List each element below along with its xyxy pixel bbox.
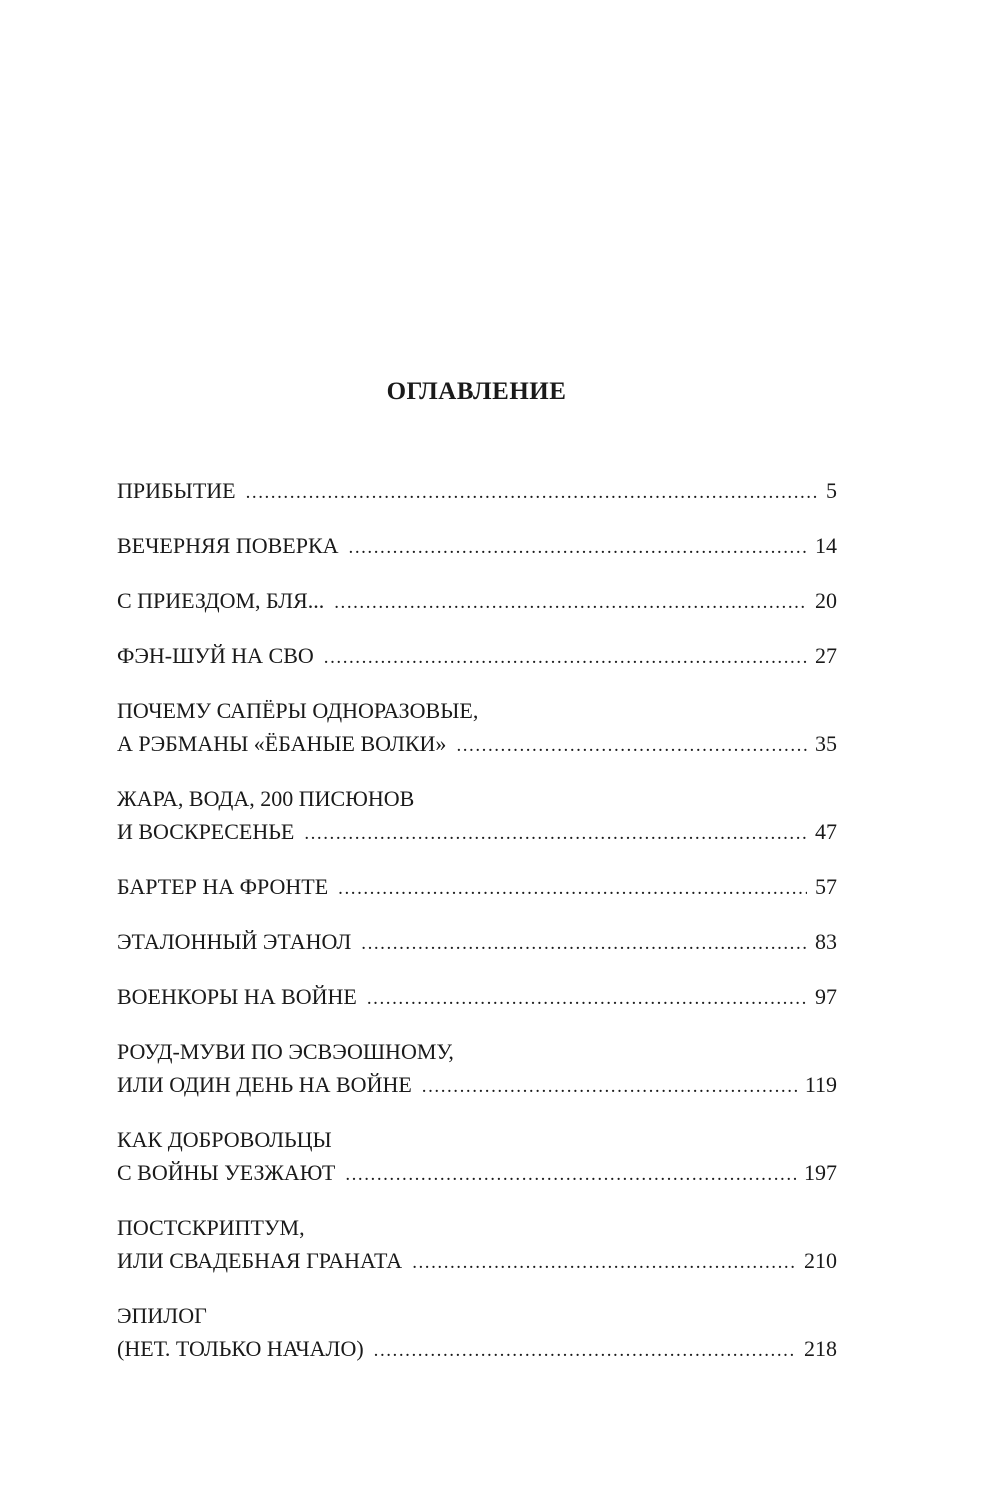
toc-page-number: 27	[815, 643, 837, 668]
toc-page-number: 119	[804, 1072, 837, 1097]
toc-entry[interactable]	[117, 1035, 837, 1103]
toc-entry-title: (НЕТ. ТОЛЬКО НАЧАЛО)	[117, 1336, 364, 1361]
toc-entry-title: С ВОЙНЫ УЕЗЖАЮТ	[117, 1160, 336, 1185]
toc-entry[interactable]	[117, 584, 837, 619]
toc-page-number: 47	[815, 819, 837, 844]
toc-entry-title: ВЕЧЕРНЯЯ ПОВЕРКА	[117, 533, 339, 558]
toc-entry-title-line: ЭПИЛОГ	[117, 1303, 207, 1328]
toc-entry-title: ВОЕНКОРЫ НА ВОЙНЕ	[117, 984, 357, 1009]
dot-leader	[345, 1158, 796, 1191]
toc-entry-title: С ПРИЕЗДОМ, БЛЯ...	[117, 588, 325, 613]
toc-entry-title: И ВОСКРЕСЕНЬЕ	[117, 819, 295, 844]
dot-leader	[338, 872, 807, 905]
toc-page-number: 197	[804, 1160, 837, 1185]
dot-leader	[324, 641, 807, 674]
toc-entry[interactable]	[117, 782, 837, 850]
dot-leader	[456, 729, 807, 762]
toc-page-number: 218	[804, 1336, 837, 1361]
dot-leader	[304, 817, 807, 850]
toc-page-number: 97	[815, 984, 837, 1009]
dot-leader	[374, 1334, 796, 1367]
toc-entry-title-line: ПОСТСКРИПТУМ,	[117, 1215, 305, 1240]
toc-entry-title: ЭТАЛОННЫЙ ЭТАНОЛ	[117, 929, 352, 954]
table-of-contents	[117, 474, 837, 1387]
dot-leader	[349, 531, 807, 564]
toc-page-number: 20	[815, 588, 837, 613]
toc-entry[interactable]	[117, 925, 837, 960]
dot-leader	[367, 982, 807, 1015]
toc-entry-title-line: РОУД-МУВИ ПО ЭСВЭОШНОМУ,	[117, 1039, 454, 1064]
toc-entry-title-line: ПОЧЕМУ САПЁРЫ ОДНОРАЗОВЫЕ,	[117, 698, 479, 723]
toc-entry[interactable]	[117, 639, 837, 674]
toc-entry-title: ИЛИ СВАДЕБНАЯ ГРАНАТА	[117, 1248, 403, 1273]
toc-page-number: 57	[815, 874, 837, 899]
toc-entry-title: БАРТЕР НА ФРОНТЕ	[117, 874, 329, 899]
toc-entry-title-line: ЖАРА, ВОДА, 200 ПИСЮНОВ	[117, 786, 415, 811]
toc-entry[interactable]	[117, 980, 837, 1015]
toc-page-number: 83	[815, 929, 837, 954]
page-title: ОГЛАВЛЕНИЕ	[386, 378, 567, 405]
dot-leader	[422, 1070, 797, 1103]
toc-entry[interactable]	[117, 1123, 837, 1191]
toc-entry-title: А РЭБМАНЫ «ЁБАНЫЕ ВОЛКИ»	[117, 731, 447, 756]
toc-entry[interactable]	[117, 870, 837, 905]
toc-entry[interactable]	[117, 694, 837, 762]
dot-leader	[246, 476, 818, 509]
toc-entry[interactable]	[117, 474, 837, 509]
toc-entry-title: ФЭН-ШУЙ НА СВО	[117, 643, 314, 668]
toc-entry-title: ПРИБЫТИЕ	[117, 478, 236, 503]
toc-entry-title: ИЛИ ОДИН ДЕНЬ НА ВОЙНЕ	[117, 1072, 412, 1097]
toc-entry-title-line: КАК ДОБРОВОЛЬЦЫ	[117, 1127, 332, 1152]
toc-entry[interactable]	[117, 529, 837, 564]
dot-leader	[334, 586, 807, 619]
toc-page-number: 5	[826, 478, 837, 503]
dot-leader	[412, 1246, 796, 1279]
toc-entry[interactable]	[117, 1211, 837, 1279]
toc-page-number: 210	[804, 1248, 837, 1273]
toc-page-number: 14	[815, 533, 837, 558]
dot-leader	[361, 927, 807, 960]
toc-entry[interactable]	[117, 1299, 837, 1367]
toc-page-number: 35	[815, 731, 837, 756]
